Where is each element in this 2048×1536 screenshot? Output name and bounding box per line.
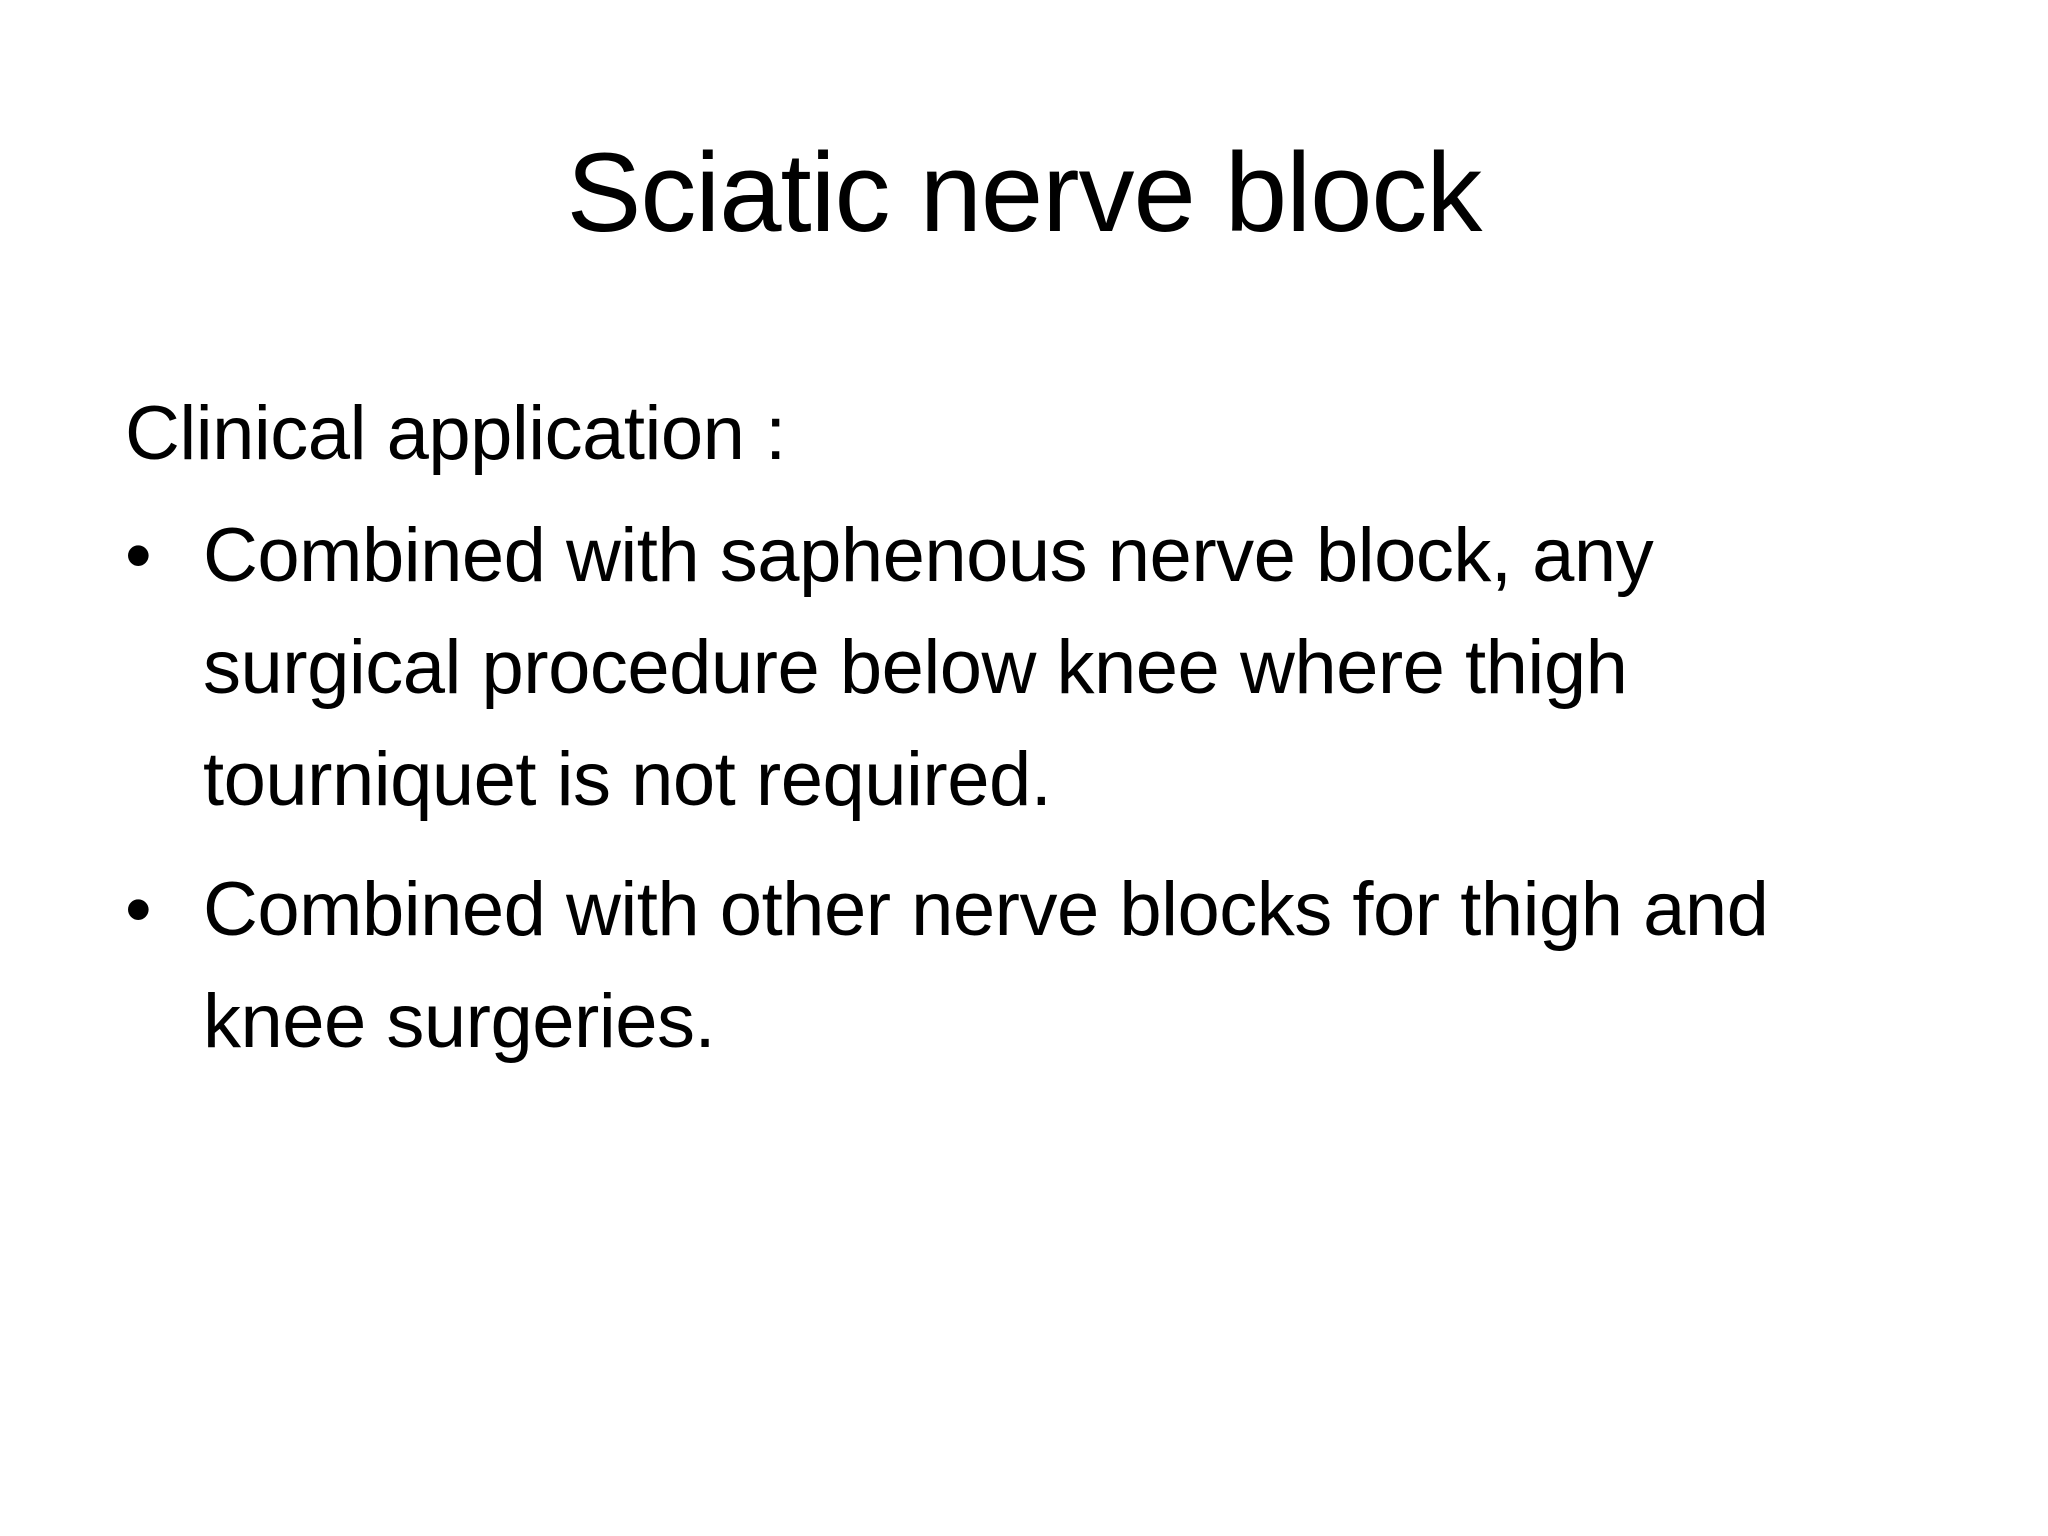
bullet-text: Combined with other nerve blocks for thigh and knee surgeries. <box>203 867 1769 1064</box>
bullet-item <box>125 500 1905 836</box>
bullet-icon: • <box>125 867 152 952</box>
slide-body <box>125 378 1905 1096</box>
bullet-list <box>125 500 1905 1078</box>
bullet-text: Combined with saphenous nerve block, any surgical procedure below knee where thigh tourniquet is not required. <box>203 513 1654 822</box>
slide-title: Sciatic nerve block <box>566 130 1482 255</box>
bullet-icon: • <box>125 513 152 598</box>
intro-text: Clinical application : <box>125 391 786 476</box>
bullet-item <box>125 854 1905 1078</box>
